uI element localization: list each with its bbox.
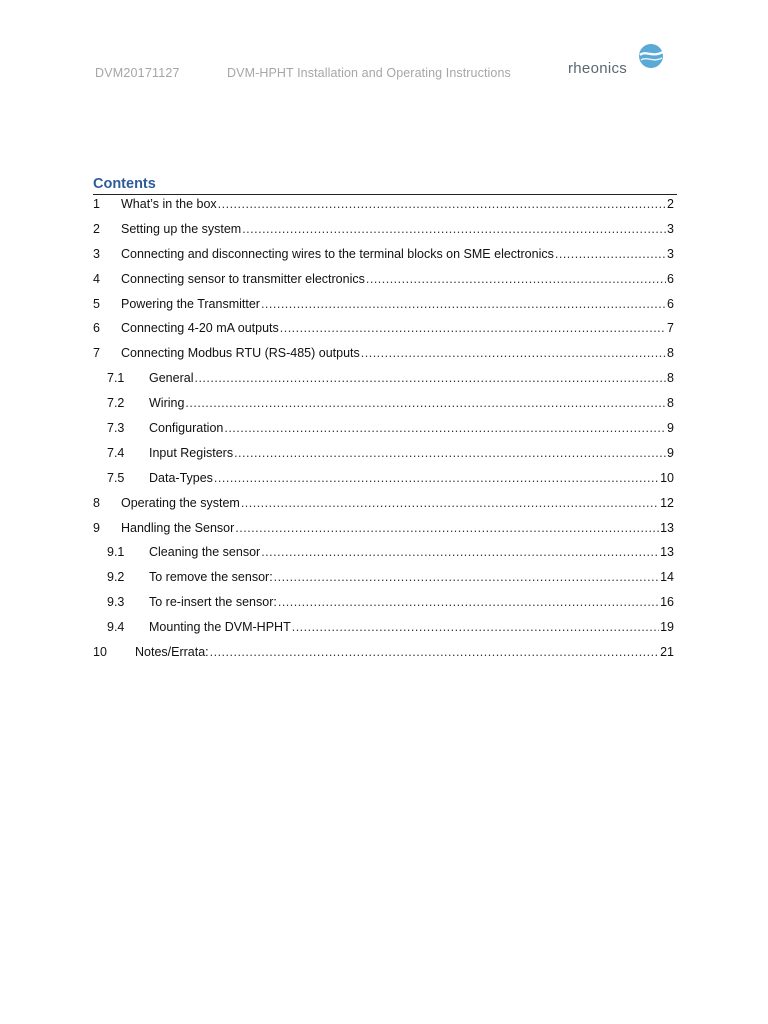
toc-dot-leader	[280, 319, 666, 337]
toc-entry-page[interactable]: 8	[667, 346, 674, 361]
toc-dot-leader	[366, 270, 666, 288]
toc-entry-title[interactable]: Connecting Modbus RTU (RS-485) outputs	[121, 346, 360, 361]
toc-entry[interactable]	[93, 295, 677, 320]
toc-entry-number: 9	[93, 520, 100, 535]
toc-entry-number: 7.2	[107, 396, 125, 411]
toc-entry[interactable]	[93, 469, 677, 494]
document-id: DVM20171127	[95, 66, 180, 80]
toc-entry-number: 8	[93, 495, 100, 510]
toc-entry-title[interactable]: Cleaning the sensor	[149, 545, 261, 560]
toc-entry-page[interactable]: 3	[667, 221, 674, 236]
toc-entry-title[interactable]: Powering the Transmitter	[121, 296, 260, 311]
toc-entry-page[interactable]: 14	[660, 570, 674, 585]
toc-entry-title[interactable]: Mounting the DVM-HPHT	[149, 620, 291, 635]
toc-entry-number: 10	[93, 645, 107, 660]
toc-entry[interactable]	[93, 369, 677, 394]
toc-entry-title[interactable]: Configuration	[149, 421, 224, 436]
toc-entry-number: 5	[93, 296, 100, 311]
toc-entry-number: 9.3	[107, 595, 125, 610]
table-of-contents	[93, 174, 677, 668]
toc-entry-page[interactable]: 3	[667, 246, 674, 261]
toc-entry-title[interactable]: Setting up the system	[121, 221, 242, 236]
toc-entry-title[interactable]: Notes/Errata:	[135, 645, 209, 660]
toc-entry-title[interactable]: General	[149, 371, 194, 386]
toc-entry[interactable]	[93, 245, 677, 270]
toc-entry-number: 3	[93, 246, 100, 261]
toc-entry-number: 1	[93, 197, 100, 211]
toc-entry-title[interactable]: Wiring	[149, 396, 185, 411]
toc-entry-title[interactable]: Connecting sensor to transmitter electronics	[121, 271, 365, 286]
toc-entry[interactable]	[93, 319, 677, 344]
toc-entry[interactable]	[93, 419, 677, 444]
toc-dot-leader	[292, 618, 659, 636]
toc-dot-leader	[242, 220, 666, 238]
toc-entry-title[interactable]: Data-Types	[149, 470, 213, 485]
toc-dot-leader	[234, 444, 666, 462]
toc-entry-title[interactable]: What’s in the box	[121, 197, 217, 211]
toc-entry[interactable]	[93, 543, 677, 568]
toc-entry[interactable]	[93, 494, 677, 519]
toc-entry[interactable]	[93, 270, 677, 295]
toc-entry-page[interactable]: 2	[667, 197, 674, 211]
toc-dot-leader	[241, 494, 659, 512]
toc-entry[interactable]	[93, 444, 677, 469]
toc-entry-number: 9.1	[107, 545, 125, 560]
toc-entry-page[interactable]: 13	[660, 545, 674, 560]
toc-entry-number: 2	[93, 221, 100, 236]
toc-entry-title[interactable]: Connecting and disconnecting wires to the terminal blocks on SME electronics	[121, 246, 554, 261]
toc-entry-number: 7.3	[107, 421, 125, 436]
toc-entry-page[interactable]: 16	[660, 595, 674, 610]
toc-dot-leader	[214, 469, 659, 487]
toc-entry-title[interactable]: Connecting 4-20 mA outputs	[121, 321, 279, 336]
toc-entry-number: 9.2	[107, 570, 125, 585]
toc-entry-page[interactable]: 8	[667, 371, 674, 386]
toc-dot-leader	[278, 593, 659, 611]
toc-dot-leader	[555, 245, 666, 263]
toc-dot-leader	[185, 394, 666, 412]
toc-entry[interactable]	[93, 643, 677, 668]
toc-dot-leader	[261, 543, 659, 561]
toc-entry-page[interactable]: 12	[660, 495, 674, 510]
logo-wordmark: rheonics	[568, 60, 628, 77]
toc-entry[interactable]	[93, 618, 677, 643]
toc-entry[interactable]	[93, 394, 677, 419]
toc-entry-page[interactable]: 21	[660, 645, 674, 660]
toc-entry[interactable]	[93, 195, 677, 220]
toc-dot-leader	[274, 568, 659, 586]
toc-entry-number: 7.1	[107, 371, 125, 386]
rheonics-logo-icon	[638, 43, 664, 69]
toc-dot-leader	[194, 369, 666, 387]
toc-entry-page[interactable]: 6	[667, 271, 674, 286]
toc-entry[interactable]	[93, 568, 677, 593]
toc-entry-number: 7.5	[107, 470, 125, 485]
toc-dot-leader	[361, 344, 666, 362]
toc-entry-number: 4	[93, 271, 100, 286]
toc-entry-title[interactable]: To remove the sensor:	[149, 570, 273, 585]
toc-entry-number: 9.4	[107, 620, 125, 635]
toc-entry-number: 7.4	[107, 445, 125, 460]
toc-dot-leader	[224, 419, 666, 437]
toc-entry[interactable]	[93, 519, 677, 544]
toc-entry-page[interactable]: 10	[660, 470, 674, 485]
document-title: DVM-HPHT Installation and Operating Instructions	[227, 66, 511, 80]
toc-entry[interactable]	[93, 593, 677, 618]
toc-heading: Contents	[93, 174, 677, 195]
toc-entry[interactable]	[93, 344, 677, 369]
toc-dot-leader	[218, 195, 666, 213]
toc-dot-leader	[210, 643, 659, 661]
toc-dot-leader	[235, 519, 659, 537]
toc-entry-page[interactable]: 8	[667, 396, 674, 411]
company-logo	[568, 42, 668, 82]
toc-entry-page[interactable]: 13	[660, 520, 674, 535]
toc-dot-leader	[261, 295, 666, 313]
toc-entry-title[interactable]: Input Registers	[149, 445, 234, 460]
toc-list	[93, 195, 677, 668]
toc-entry-number: 6	[93, 321, 100, 336]
toc-entry-page[interactable]: 19	[660, 620, 674, 635]
toc-entry-page[interactable]: 9	[667, 421, 674, 436]
toc-entry[interactable]	[93, 220, 677, 245]
toc-entry-number: 7	[93, 346, 100, 361]
toc-entry-title[interactable]: Operating the system	[121, 495, 240, 510]
toc-entry-page[interactable]: 7	[667, 321, 674, 336]
toc-entry-page[interactable]: 9	[667, 445, 674, 460]
toc-entry-title[interactable]: Handling the Sensor	[121, 520, 235, 535]
toc-entry-title[interactable]: To re-insert the sensor:	[149, 595, 277, 610]
page-header	[0, 0, 768, 110]
toc-entry-page[interactable]: 6	[667, 296, 674, 311]
